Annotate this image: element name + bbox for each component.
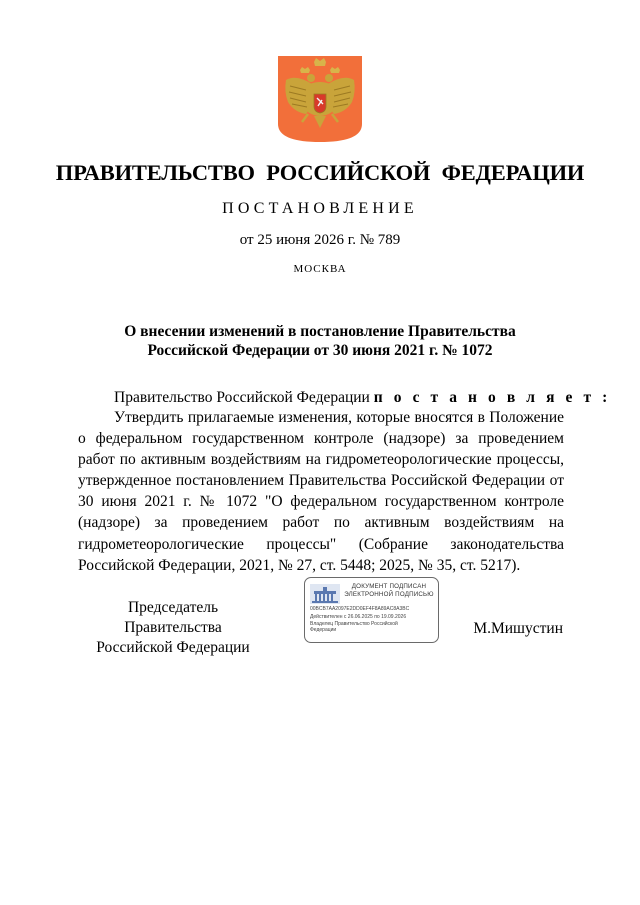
- stamp-title-line-1: ДОКУМЕНТ ПОДПИСАН: [351, 583, 427, 590]
- decree-city: МОСКВА: [293, 263, 347, 275]
- decree-subject-line-1: О внесении изменений в постановление Правительства: [124, 323, 516, 340]
- preamble: [114, 387, 611, 408]
- preamble-resolves: п о с т а н о в л я е т :: [373, 389, 611, 406]
- decree-subject: [80, 322, 560, 360]
- signer-name: М.Мишустин: [473, 620, 563, 637]
- preamble-subject: Правительство Российской Федерации: [114, 389, 374, 406]
- stamp-title: [341, 583, 437, 599]
- signer-position: [78, 598, 268, 658]
- signer-position-line-2: Российской Федерации: [96, 639, 250, 656]
- electronic-signature-stamp: [304, 577, 439, 643]
- decree-date-number: от 25 июня 2026 г. № 789: [239, 232, 401, 248]
- stamp-validity: Действителен с 26.06.2025 по 19.09.2026: [310, 614, 407, 620]
- government-building-icon: [310, 584, 340, 604]
- signer-position-line-1: Председатель Правительства: [124, 599, 222, 636]
- decree-subject-line-2: Российской Федерации от 30 июня 2021 г. № 1072: [147, 342, 493, 359]
- coat-of-arms-icon: [278, 56, 362, 142]
- document-type: ПОСТАНОВЛЕНИЕ: [222, 200, 418, 217]
- stamp-owner-line-1: Владелец Правительство Российской: [310, 621, 398, 627]
- decree-body-paragraph: Утвердить прилагаемые изменения, которые вносятся в Положение о федеральном государственном контроле (надзоре) за проведением работ по активным воздействиям на гидрометеорологические процессы, утвержденное постановлением Правительства Российской Федерации от 30 июня 2021 г. № 1072 "О федеральном государственном контроле (надзоре) за проведением работ по активным воздействиям на гидрометеорологические процессы" (Собрание законодательства Российской Федерации, 2021, № 27, ст. 5448; 2025, № 35, ст. 5217).: [78, 409, 564, 574]
- stamp-owner-line-2: Федерации: [310, 627, 337, 633]
- government-title: ПРАВИТЕЛЬСТВО РОССИЙСКОЙ ФЕДЕРАЦИИ: [55, 160, 585, 185]
- stamp-title-line-2: ЭЛЕКТРОННОЙ ПОДПИСЬЮ: [344, 591, 434, 598]
- stamp-certificate: 00BCB7AA2097E2DD0EF4F8A89AC8A3BC: [310, 606, 410, 612]
